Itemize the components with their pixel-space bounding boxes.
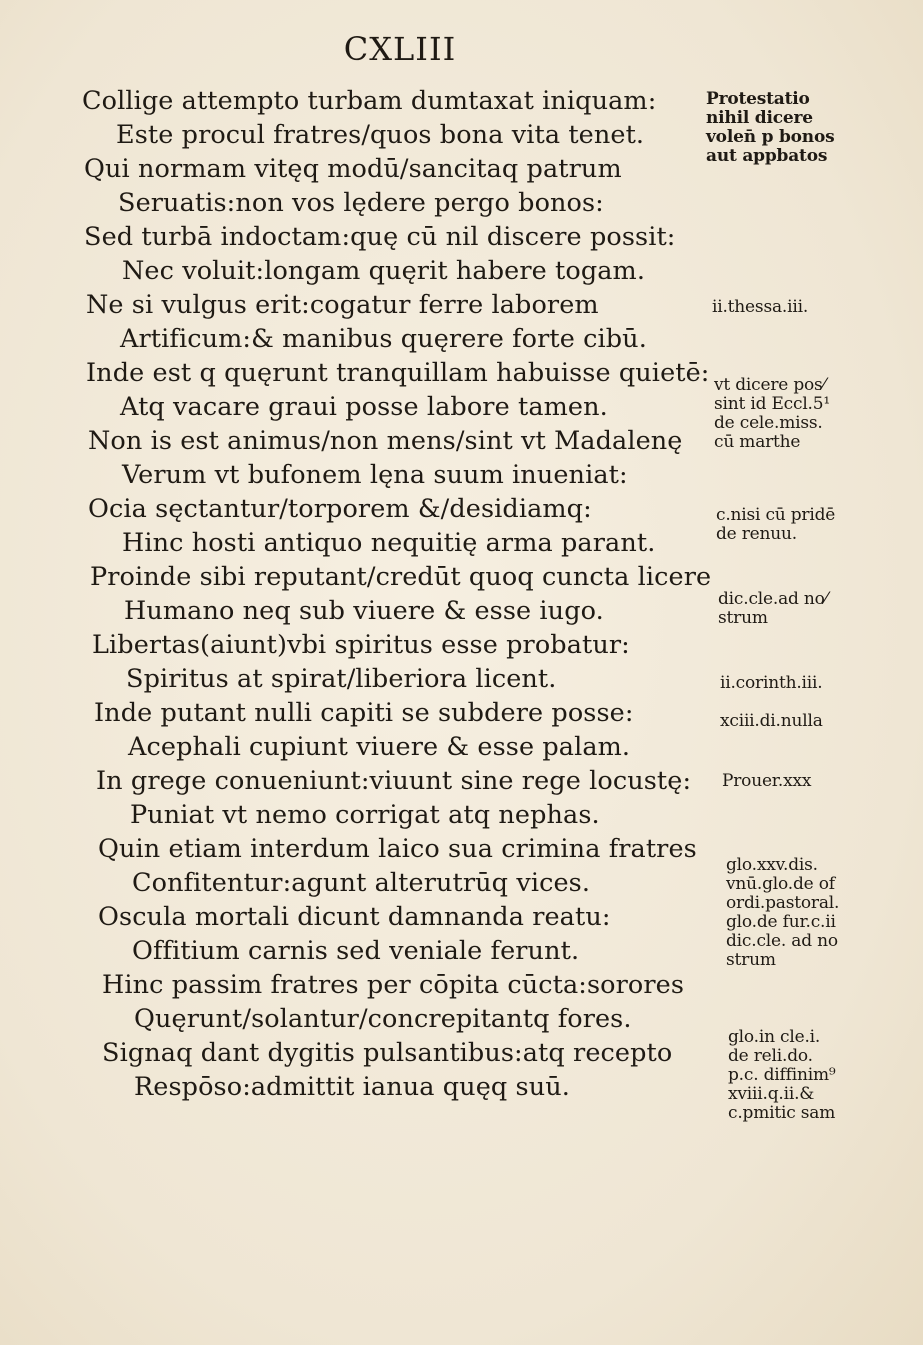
verse-line: Ocia sęctantur/torporem &/desidiamq:: [88, 494, 592, 524]
verse-line: Puniat vt nemo corrigat atq nephas.: [130, 800, 600, 830]
verse-line: Sed turbā indoctam:quę cū nil discere possit:: [84, 222, 676, 252]
verse-line: Acephali cupiunt viuere & esse palam.: [128, 732, 631, 762]
verse-line: Inde est q quęrunt tranquillam habuisse quietē:: [86, 358, 710, 388]
verse-line: Signaq dant dygitis pulsantibus:atq recepto: [102, 1038, 673, 1068]
verse-line: Nec voluit:longam quęrit habere togam.: [122, 256, 646, 286]
verse-line: Seruatis:non vos lędere pergo bonos:: [118, 188, 604, 218]
verse-line: Hinc hosti antiquo nequitię arma parant.: [122, 528, 656, 558]
marginal-note: glo.in cle.i. de reli.do. p.c. diffinim⁹ xviii.q.ii.& c.pmitic sam: [728, 1027, 836, 1123]
verse-line: Oscula mortali dicunt damnanda reatu:: [98, 902, 611, 932]
marginal-note: vt dicere pos⁄ sint id Eccl.5¹ de cele.miss. cū marthe: [714, 375, 830, 452]
verse-line: Verum vt bufonem lęna suum inueniat:: [122, 460, 628, 490]
verse-line: Collige attempto turbam dumtaxat iniquam:: [82, 86, 657, 116]
folio-number: CXLIII: [343, 30, 457, 68]
verse-line: Hinc passim fratres per cōpita cūcta:sorores: [102, 970, 685, 1000]
verse-line: Respōso:admittit ianua quęq suū.: [134, 1072, 570, 1102]
verse-line: Atq vacare graui posse labore tamen.: [120, 392, 608, 422]
marginal-note: dic.cle.ad no⁄ strum: [718, 589, 828, 628]
verse-line: Offitium carnis sed veniale ferunt.: [132, 936, 580, 966]
marginal-note: glo.xxv.dis. vnū.glo.de of ordi.pastoral. glo.de fur.c.ii dic.cle. ad no strum: [726, 855, 840, 970]
marginal-note: Prouer.xxx: [722, 771, 812, 791]
verse-line: Quin etiam interdum laico sua crimina fratres: [98, 834, 697, 864]
verse-line: Libertas(aiunt)vbi spiritus esse probatur:: [92, 630, 630, 660]
verse-line: Inde putant nulli capiti se subdere posse:: [94, 698, 634, 728]
verse-line: Este procul fratres/quos bona vita tenet.: [116, 120, 645, 150]
verse-line: Confitentur:agunt alterutrūq vices.: [132, 868, 591, 898]
verse-line: Artificum:& manibus quęrere forte cibū.: [120, 324, 647, 354]
marginal-note: ii.thessa.iii.: [712, 297, 809, 317]
verse-line: Quęrunt/solantur/concrepitantq fores.: [134, 1004, 632, 1034]
verse-line: Qui normam vitęq modū/sancitaq patrum: [84, 154, 622, 184]
verse-line: Spiritus at spirat/liberiora licent.: [126, 664, 557, 694]
verse-line: Proinde sibi reputant/credūt quoq cuncta licere: [90, 562, 712, 592]
marginal-note: Protestatio nihil dicere volen̄ p bonos aut appbatos: [706, 89, 835, 166]
verse-line: Humano neq sub viuere & esse iugo.: [124, 596, 604, 626]
verse-line: Ne si vulgus erit:cogatur ferre laborem: [86, 290, 599, 320]
verse-line: In grege conueniunt:viuunt sine rege locustę:: [96, 766, 692, 796]
marginal-note: ii.corinth.iii.: [720, 673, 823, 693]
verse-line: Non is est animus/non mens/sint vt Madalenę: [88, 426, 683, 456]
marginal-note: c.nisi cū pridē de renuu.: [716, 505, 836, 544]
marginal-note: xciii.di.nulla: [720, 711, 823, 731]
